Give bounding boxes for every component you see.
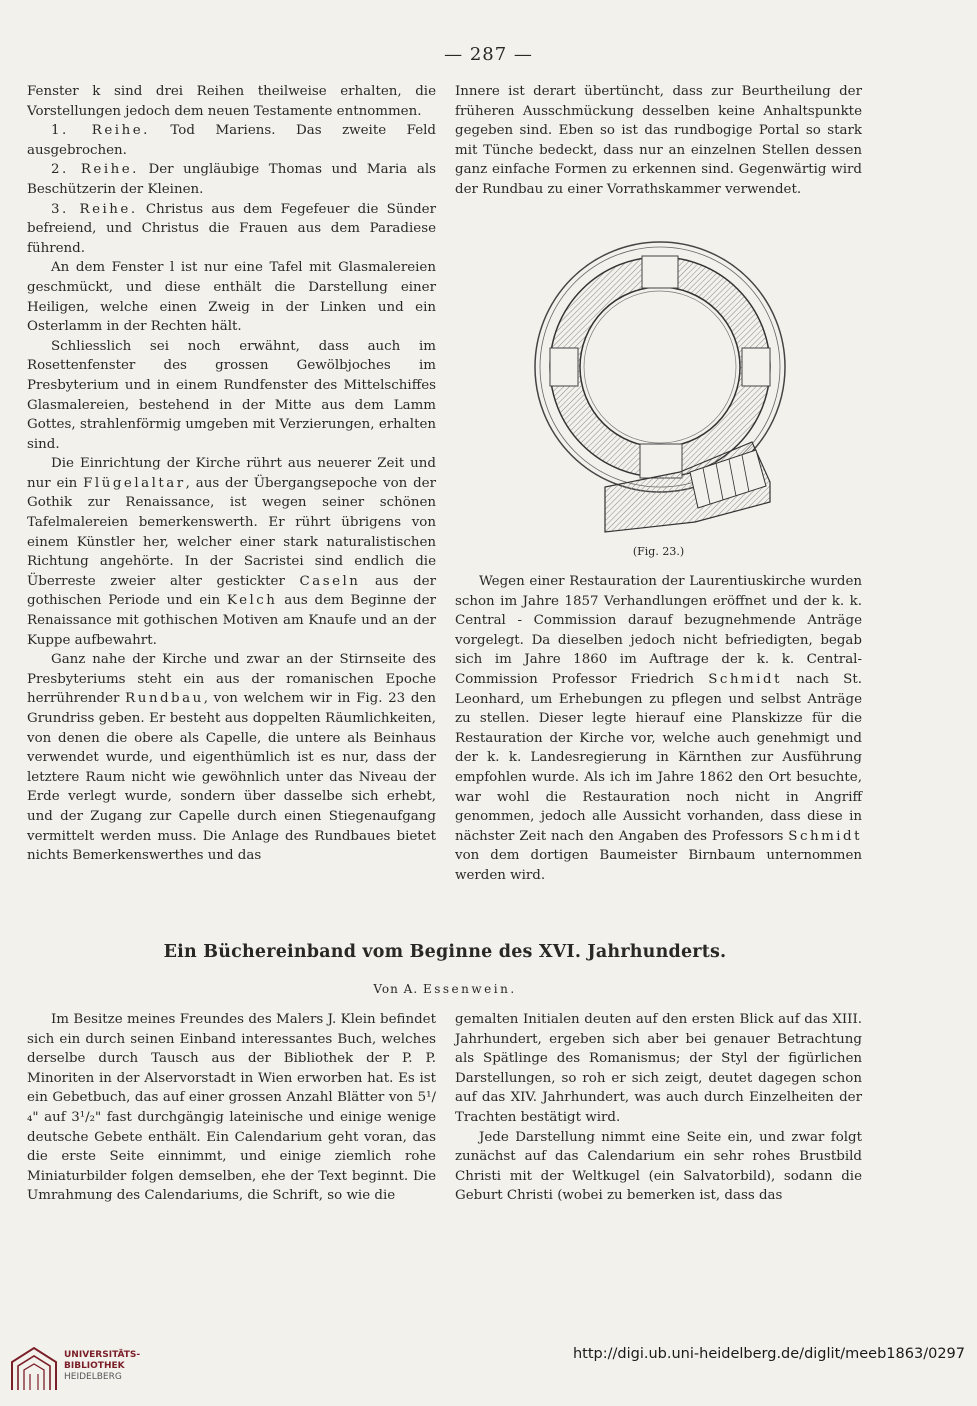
paragraph: [455, 572, 862, 886]
paragraph: Fenster k sind drei Reihen theilweise erhalten, die Vorstellungen jedoch dem neuen Testamente entnommen.: [27, 84, 436, 119]
right-column-middle: [455, 572, 862, 886]
author-line: [0, 982, 890, 996]
window-niche-west: [550, 348, 578, 386]
paragraph: Innere ist derart übertüncht, dass zur Beurtheilung der früheren Ausschmückung desselben keine Anhaltspunkte gegeben sind. Eben so ist das rundbogige Portal so stark mit Tünche bedeckt, dass nur an einzelnen Stellen dessen ganz einfache Formen zu erkennen sind. Gegenwärtig wird der Rundbau zu einer Vorrathskammer verwendet.: [455, 84, 862, 197]
paragraph: Jede Darstellung nimmt eine Seite ein, und zwar folgt zunächst auf das Calendarium ein sehr rohes Brustbild Christi mit der Weltkugel (ein Salvatorbild), sodann die Geburt Christi (wobei zu bemerken ist, dass das: [455, 1129, 862, 1204]
library-name-line: BIBLIOTHEK: [64, 1361, 125, 1371]
paragraph: [27, 121, 436, 160]
paragraph: [27, 454, 436, 650]
author-prefix: Von A.: [373, 982, 423, 996]
emphasis: Schmidt: [788, 828, 862, 844]
paragraph-text: Die Einrichtung der Kirche rührt aus neuerer Zeit und nur ein: [27, 456, 436, 491]
paragraph-text: Wegen einer Restauration der Laurentiuskirche wurden schon im Jahre 1857 Verhandlungen eröffnet und der k. k. Central - Commission darauf bezugnehmende Anträge vorgelegt. Da dieselben jedoch nicht befriedigten, begab sich im Jahre 1860 im Auftrage der k. k. Central-Commission Professor Friedrich: [455, 574, 862, 687]
author-name: Essenwein.: [422, 982, 517, 996]
window-niche-east: [742, 348, 770, 386]
emphasis: Schmidt: [708, 671, 782, 687]
library-logo-icon: [8, 1344, 60, 1394]
paragraph-text: aus dem Beginne der Renaissance mit gothischen Motiven am Knaufe und an der Kuppe aufbewahrt.: [27, 593, 436, 648]
paragraph-text: Der ungläubige Thomas und Maria als Beschützerin der Kleinen.: [27, 162, 436, 197]
inner-space: [580, 287, 740, 447]
paragraph-text: Tod Mariens. Das zweite Feld ausgebrochen.: [27, 123, 436, 158]
emphasis: Kelch: [226, 593, 278, 609]
page-number: — 287 —: [444, 44, 533, 65]
window-niche-north: [642, 256, 678, 288]
row-label: 3. Reihe.: [51, 201, 138, 217]
row-label: 2. Reihe.: [51, 162, 139, 178]
section-title: Ein Büchereinband vom Beginne des XVI. Jahrhunderts.: [163, 942, 727, 962]
emphasis: Flügelaltar: [83, 475, 186, 491]
figure-caption: (Fig. 23.): [632, 545, 685, 558]
library-city: HEIDELBERG: [64, 1372, 122, 1382]
paragraph-text: Christus aus dem Fegefeuer die Sünder befreiend, und Christus die Frauen aus dem Paradiese führend.: [27, 201, 436, 256]
paragraph-text: aus der gothischen Periode und ein: [27, 573, 437, 609]
right-column-bottom: [455, 1010, 862, 1206]
paragraph-text: Ganz nahe der Kirche und zwar an der Stirnseite des Presbyteriums steht ein aus der romanischen Epoche herrührender: [27, 652, 436, 707]
paragraph-text: , aus der Übergangsepoche von der Gothik zur Renaissance, ist wegen seiner schönen Tafelmalereien bemerkenswerth. Er rührt übrigens von einem Künstler her, welcher einer stark naturalistischen Richtung angehörte. In der Sacristei sind endlich die Überreste zweier alter gestickter: [27, 475, 436, 589]
left-column-bottom: [27, 1010, 436, 1206]
rotunda-plan-drawing: [520, 232, 798, 552]
paragraph: An dem Fenster l ist nur eine Tafel mit Glasmalereien geschmückt, und diese enthält die Darstellung einer Heiligen, welche einen Zweig in der Linken und ein Osterlamm in der Rechten hält.: [27, 260, 436, 335]
left-column-top: [27, 82, 436, 866]
paragraph: Schliesslich sei noch erwähnt, dass auch im Rosettenfenster des grossen Gewölbjoches im Presbyterium und in einem Rundfenster des Mittelschiffes Glasmalereien, bestehend in der Mitte aus dem Lamm Gottes, strahlenförmig umgeben mit Verzierungen, erhalten sind.: [27, 338, 436, 452]
paragraph-text: nach St. Leonhard, um Erhebungen zu pflegen und selbst Anträge zu stellen. Dieser legte hierauf eine Planskizze für die Restauration der Kirche vor, welche auch genehmigt und der k. k. Landesregierung in Kärnthen zur Ausführung empfohlen wurde. Als ich im Jahre 1862 den Ort besuchte, war wohl die Restauration noch nicht in Angriff genommen, jedoch alle Aussicht vorhanden, dass diese in nächster Zeit nach den Angaben des Professors: [455, 671, 862, 844]
paragraph: [27, 650, 436, 866]
emphasis: Caseln: [299, 573, 361, 589]
paragraph-text: von dem dortigen Baumeister Birnbaum unternommen werden wird.: [455, 848, 862, 883]
library-name: [64, 1350, 140, 1383]
right-column-top: [455, 82, 862, 200]
emphasis: Rundbau: [125, 691, 204, 707]
row-label: 1. Reihe.: [51, 123, 150, 139]
paragraph: gemalten Initialen deuten auf den ersten Blick auf das XIII. Jahrhundert, ergeben sich aber bei genauer Betrachtung als Spätlinge des Romanismus; der Styl der figürlichen Darstellungen, so roh er sich zeigt, deutet dagegen schon auf das XIV. Jahrhundert, was auch durch Einzelheiten der Trachten bestätigt wird.: [455, 1012, 862, 1125]
source-url-link[interactable]: http://digi.ub.uni-heidelberg.de/diglit/meeb1863/0297: [572, 1346, 965, 1362]
paragraph-text: , von welchem wir in Fig. 23 den Grundriss geben. Er besteht aus doppelten Räumlichkeiten, von denen die obere als Capelle, die untere als Beinhaus verwendet wurde, und eigenthümlich ist es nur, dass der letztere Raum nicht wie gewöhnlich unter das Niveau der Erde verlegt wurde, sondern über dasselbe sich erhebt, und der Zugang zur Capelle durch einen Stiegenaufgang vermittelt werden muss. Die Anlage des Rundbaues bietet nichts Bemerkenswerthes und das: [27, 691, 436, 864]
paragraph: Im Besitze meines Freundes des Malers J. Klein befindet sich ein durch seinen Einband interessantes Buch, welches derselbe durch Tausch aus der Bibliothek der P. P. Minoriten in der Alservorstadt in Wien erworben hat. Es ist ein Gebetbuch, das auf einer grossen Anzahl Blätter von 5¹/₄" auf 3¹/₂" fast durchgängig lateinische und einige wenige deutsche Gebete enthält. Ein Calendarium geht voran, das die erste Seite einnimmt, und einige ziemlich rohe Miniaturbilder folgen demselben, ehe der Text beginnt. Die Umrahmung des Calendariums, die Schrift, so wie die: [27, 1012, 436, 1204]
paragraph: [27, 200, 436, 259]
library-name-line: UNIVERSITÄTS-: [64, 1350, 141, 1360]
paragraph: [27, 160, 436, 199]
figure-23-floor-plan: [520, 232, 798, 552]
